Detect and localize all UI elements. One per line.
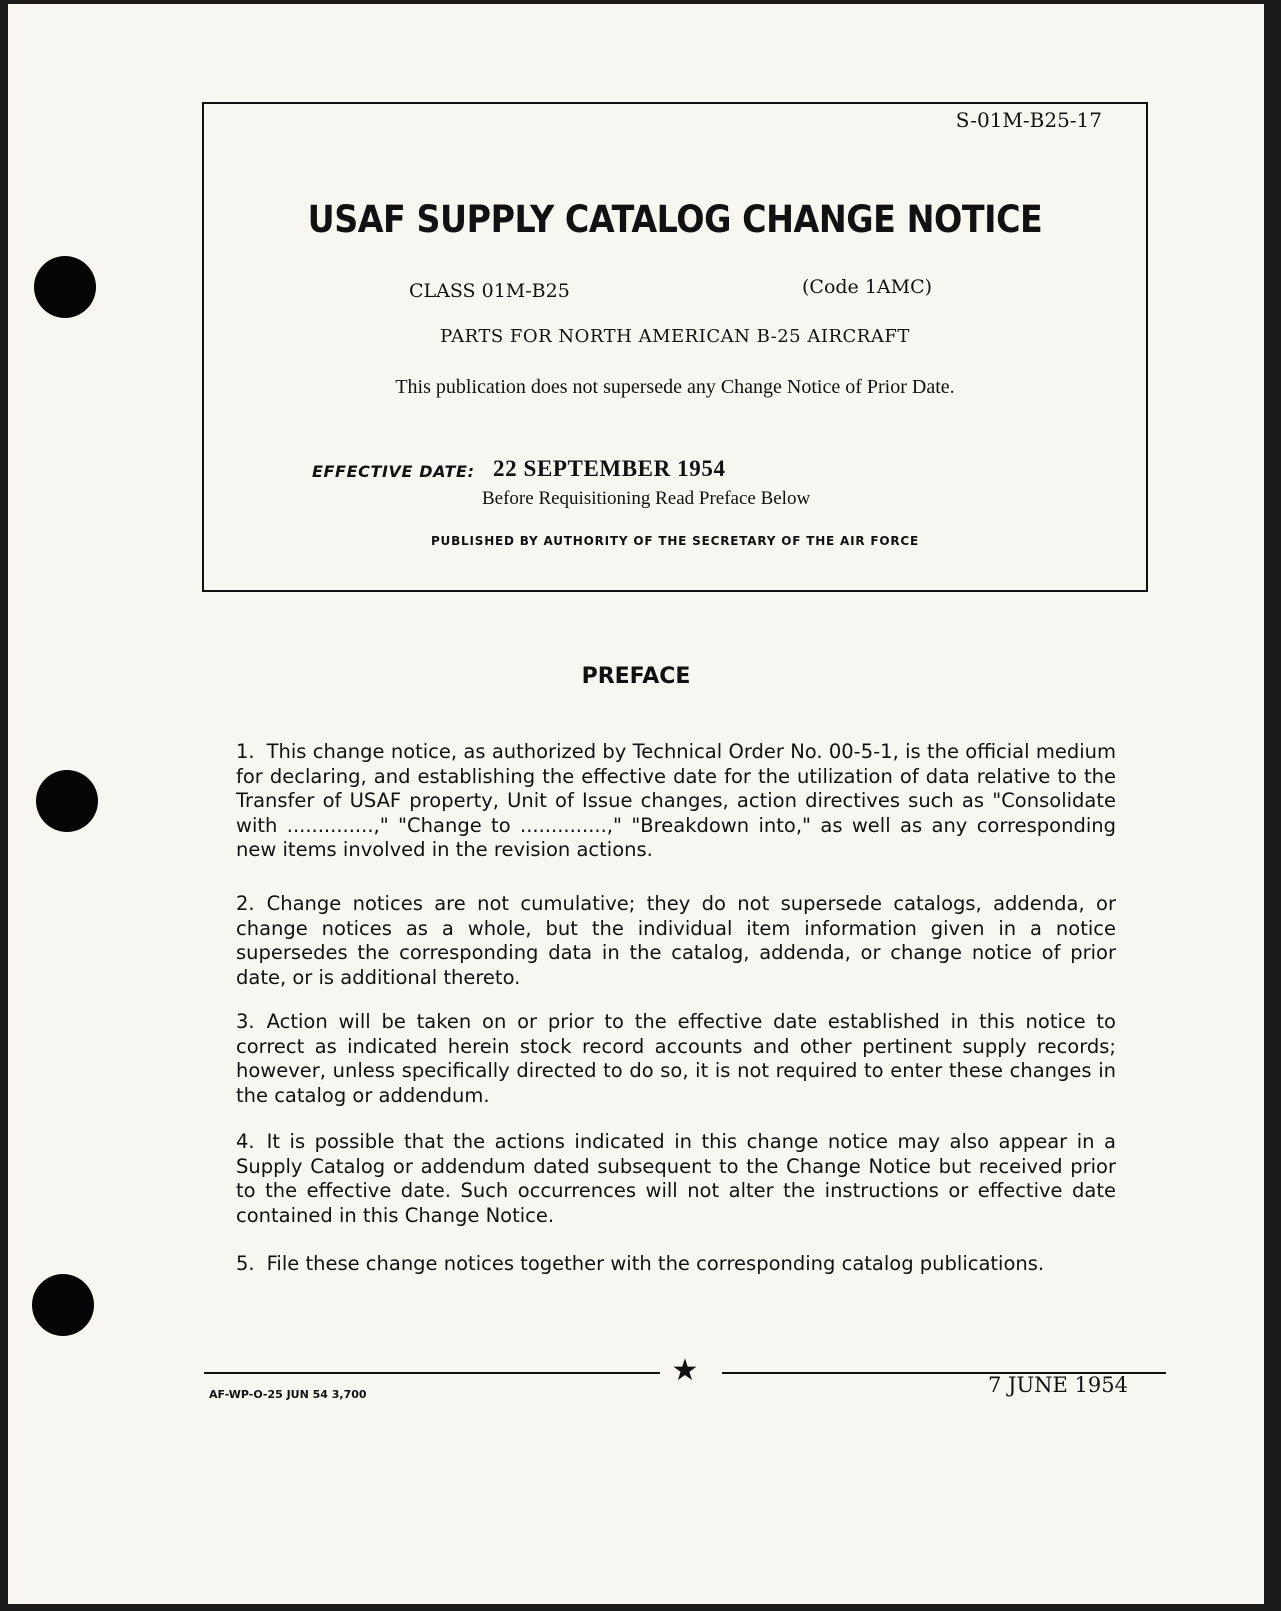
- paragraph-text: It is possible that the actions indicated in this change notice may also appear in a Supply Catalog or addendum dated subsequent to the Change Notice but received prior to the effective date. Such occurrences will not alter the instructions or effective date contained in this Change Notice.: [236, 1130, 1116, 1227]
- publication-date: 7 JUNE 1954: [988, 1373, 1128, 1397]
- footer-rule-left: [204, 1372, 660, 1374]
- authority-line: PUBLISHED BY AUTHORITY OF THE SECRETARY OF THE AIR FORCE: [430, 534, 920, 548]
- effective-date-label: EFFECTIVE DATE:: [312, 462, 475, 481]
- binder-hole: [34, 256, 96, 318]
- paragraph-text: Change notices are not cumulative; they do not supersede catalogs, addenda, or change notices as a whole, but the individual item information given in a notice supersedes the corresponding data in the catalog, addenda, or change notice of prior date, or is additional thereto.: [236, 892, 1116, 989]
- preface-paragraph: [236, 892, 1116, 990]
- document-title: USAF SUPPLY CATALOG CHANGE NOTICE: [307, 198, 1043, 241]
- preface-paragraph: [236, 1010, 1116, 1108]
- supersede-line: This publication does not supersede any Change Notice of Prior Date.: [395, 376, 955, 398]
- print-code: AF-WP-O-25 JUN 54 3,700: [209, 1388, 367, 1401]
- paragraph-text: File these change notices together with the corresponding catalog publications.: [266, 1252, 1045, 1275]
- parts-line: PARTS FOR NORTH AMERICAN B-25 AIRCRAFT: [440, 326, 910, 347]
- paragraph-text: This change notice, as authorized by Technical Order No. 00-5-1, is the official medium for declaring, and establishing the effective date for the utilization of data relative to the Transfer of USAF property, Unit of Issue changes, action directives such as "Consolidate with ..............," "Change to ..............," "Breakdown into," as well as any corresponding new items involved in the revision actions.: [236, 740, 1116, 861]
- document-page: [8, 4, 1264, 1604]
- class-line: CLASS 01M-B25: [409, 280, 570, 302]
- paragraph-number: 2.: [236, 892, 255, 915]
- document-number: S-01M-B25-17: [955, 108, 1102, 132]
- effective-date-value: 22 SEPTEMBER 1954: [493, 456, 726, 481]
- binder-hole: [36, 770, 98, 832]
- binder-hole: [32, 1274, 94, 1336]
- paragraph-text: Action will be taken on or prior to the effective date established in this notice to correct as indicated herein stock record accounts and other pertinent supply records; however, unless specifically directed to do so, it is not required to enter these changes in the catalog or addendum.: [236, 1010, 1116, 1107]
- paragraph-number: 5.: [236, 1252, 255, 1275]
- paragraph-number: 3.: [236, 1010, 255, 1033]
- preface-paragraph: [236, 1130, 1116, 1228]
- code-line: (Code 1AMC): [802, 276, 933, 298]
- preface-paragraph: [236, 740, 1116, 863]
- preface-paragraph: [236, 1252, 1116, 1277]
- star-icon: ★: [671, 1353, 699, 1388]
- paragraph-number: 4.: [236, 1130, 255, 1153]
- paragraph-number: 1.: [236, 740, 255, 763]
- preface-heading: PREFACE: [581, 664, 691, 689]
- header-box: [202, 102, 1148, 592]
- before-requisitioning-line: Before Requisitioning Read Preface Below: [482, 488, 811, 509]
